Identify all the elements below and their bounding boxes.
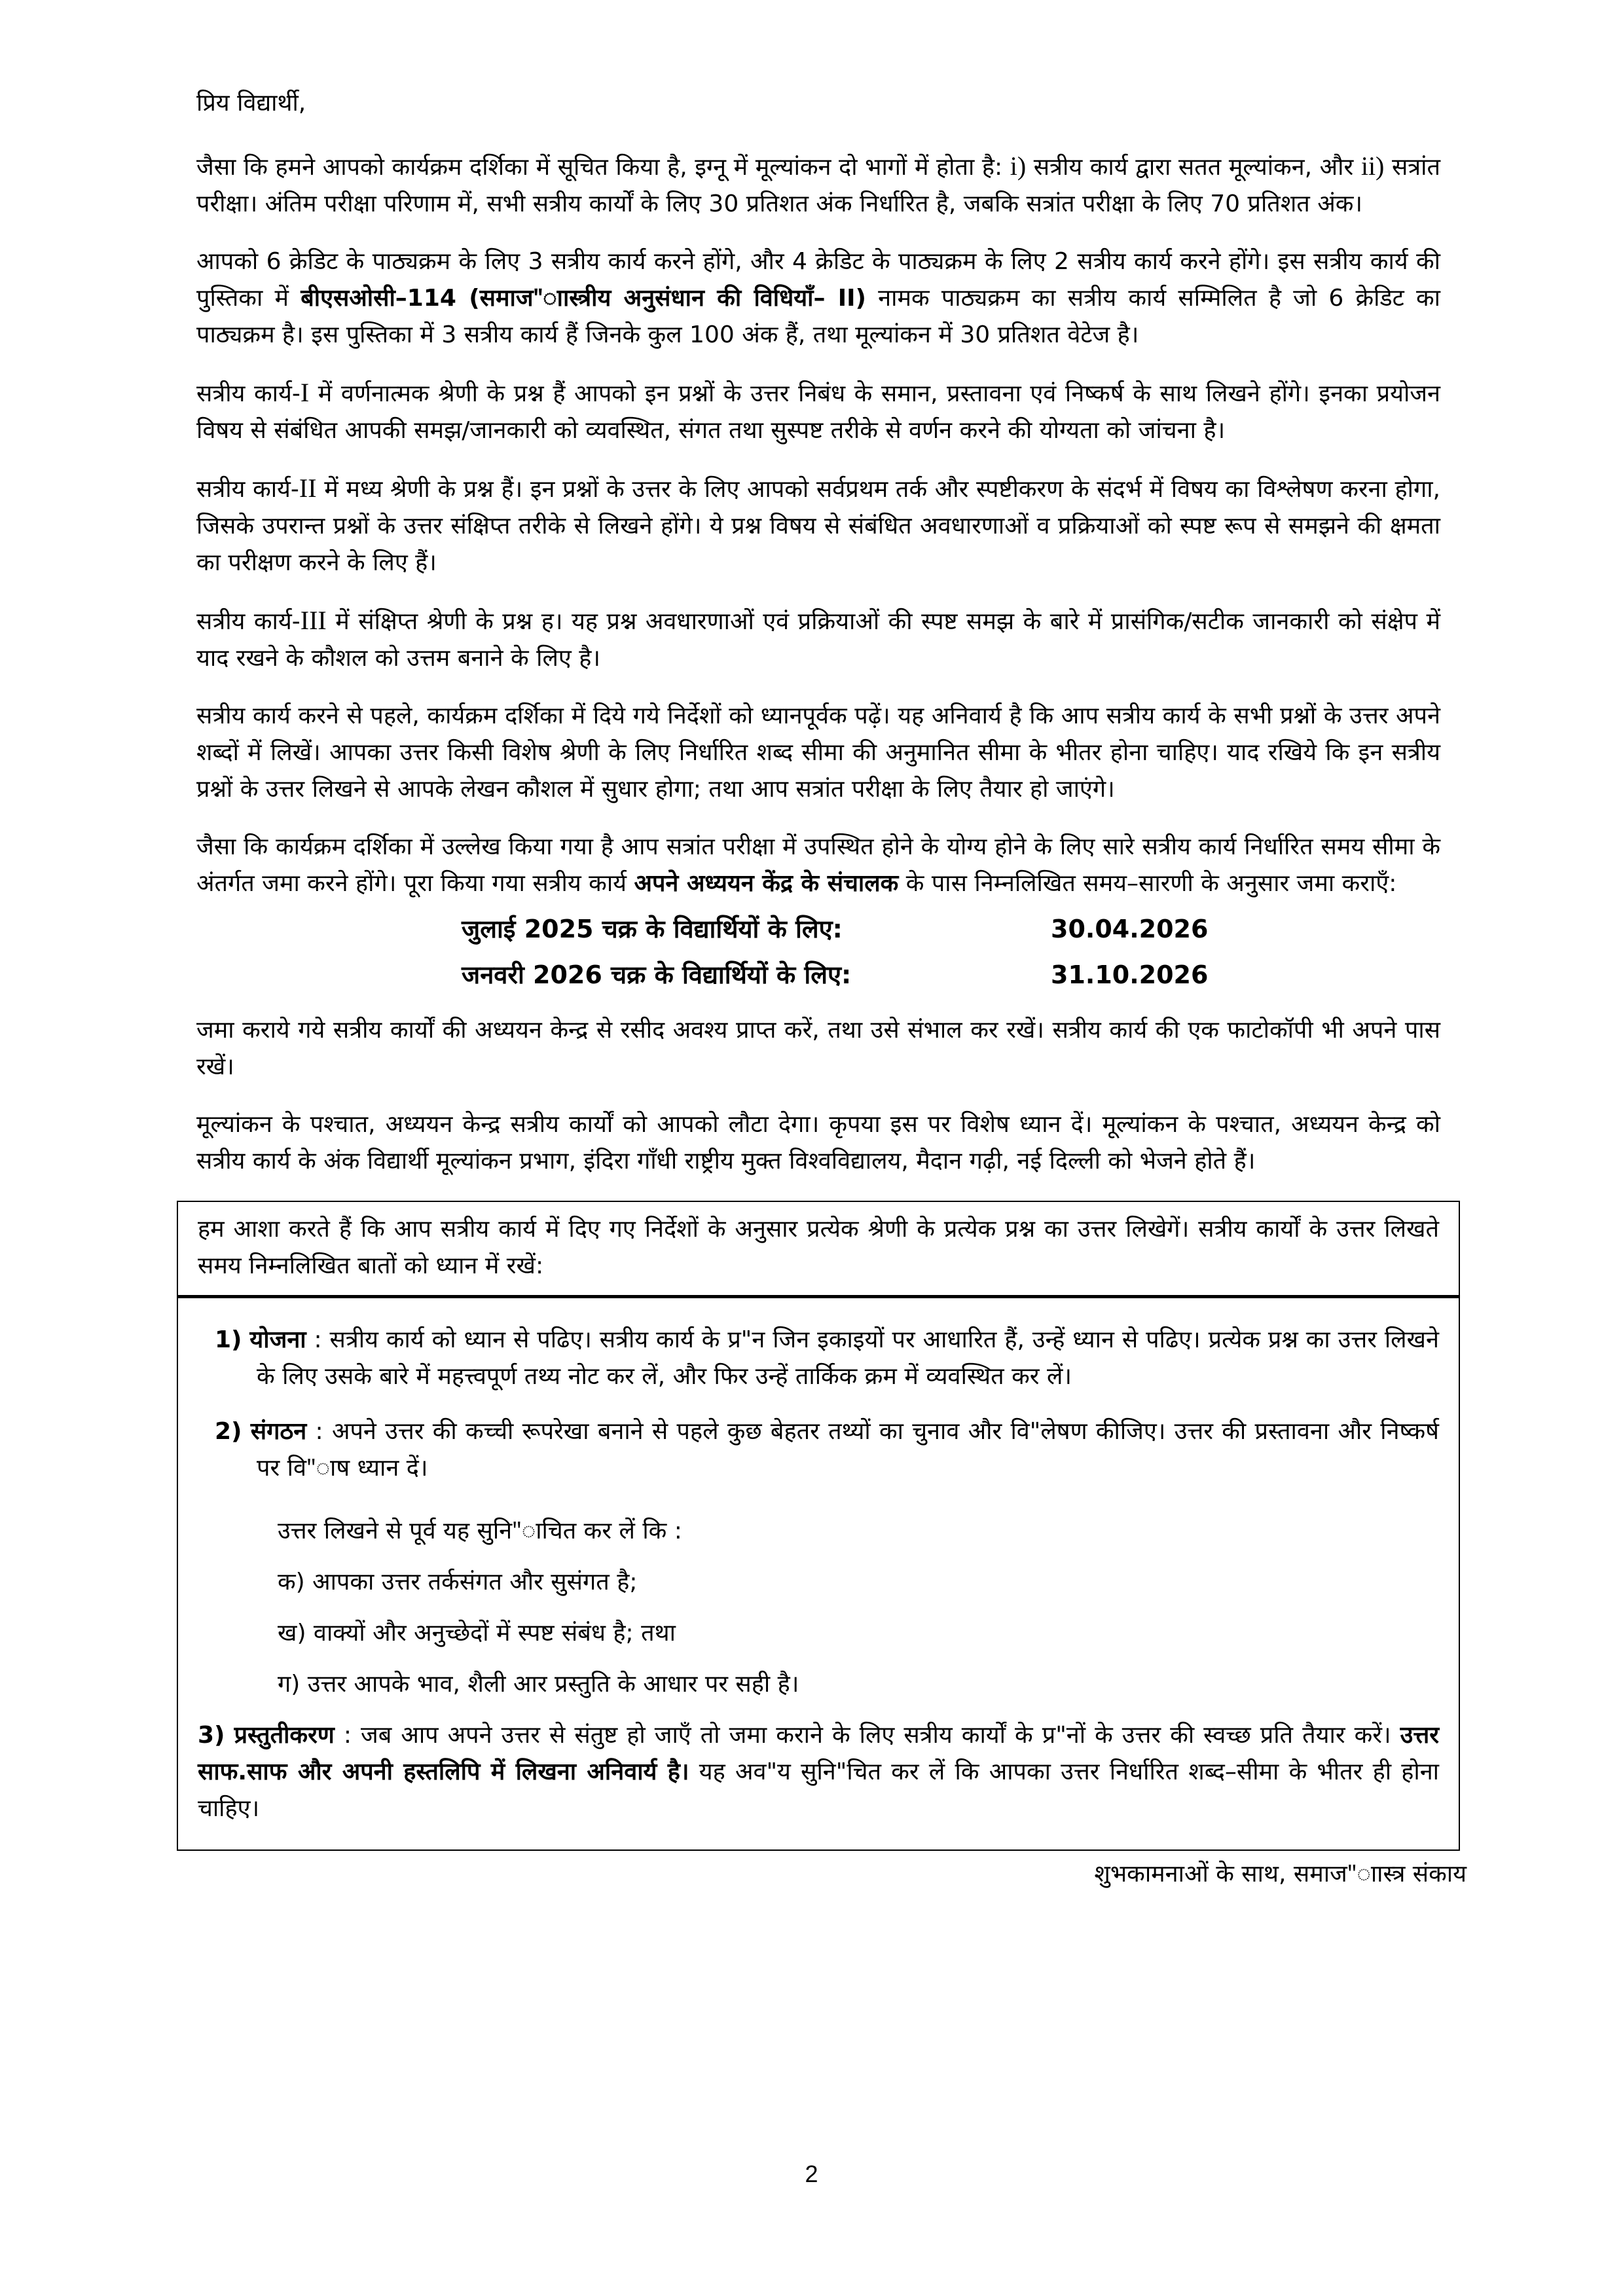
roman-numeral: II <box>299 473 317 503</box>
deadline-label: जुलाई 2025 चक्र के विद्यार्थियों के लिए: <box>462 915 843 943</box>
item-number: 3) <box>198 1722 225 1749</box>
text: नामक पाठ्यक्रम का सत्रीय कार्य सम्मिलित है जो 6 क्रेडिट का पाठ्यक्रम है। इस पुस्तिका में 3 सत्रीय कार्य हैं जिनके कुल 100 अंक हैं, तथा मूल्यांकन में 30 प्रतिशत वेटेज है। <box>196 285 1440 348</box>
item-text: : सत्रीय कार्य को ध्यान से पढिए। सत्रीय कार्य के प्र"न जिन इकाइयों पर आधारित हैं, उन्हें ध्यान से पढिए। प्रत्येक प्रश्न का उत्तर लिखने के लिए उसके बारे में महत्त्वपूर्ण तथ्य नोट कर लें, और फिर उन्हें तार्किक क्रम में व्यवस्थित कर लें। <box>257 1326 1439 1390</box>
text: सत्रीय कार्य- <box>196 476 299 503</box>
paragraph-submission <box>196 829 1440 902</box>
text: में मध्य श्रेणी के प्रश्न हैं। इन प्रश्नों के उत्तर के लिए आपको सर्वप्रथम तर्क और स्पष्टीकरण के संदर्भ में विषय का विश्लेषण करना होगा, जिसके उपरान्त प्रश्नों के उत्तर संक्षिप्त तरीके से लिखने होंगे। ये प्रश्न विषय से संबंधित अवधारणाओं व प्रक्रियाओं को स्पष्ट रूप से समझने की क्षमता का परीक्षण करने के लिए हैं। <box>196 476 1440 576</box>
paragraph-assignments-count <box>196 244 1440 354</box>
text: सत्रीय कार्य द्वारा सतत मूल्यांकन, और <box>1026 154 1361 181</box>
guideline-planning <box>198 1322 1439 1395</box>
bold-text: अपने अध्ययन केंद्र के संचालक <box>634 870 899 897</box>
deadline-row <box>196 906 1440 952</box>
deadline-date: 30.04.2026 <box>1051 915 1209 943</box>
paragraph-evaluation <box>196 148 1440 223</box>
checklist-item: क) आपका उत्तर तर्कसंगत और सुसंगत है; <box>278 1569 638 1595</box>
text: जैसा कि हमने आपको कार्यक्रम दर्शिका में सूचित किया है, इग्नू में मूल्यांकन दो भागों में होता है: <box>196 154 1010 181</box>
deadline-table <box>196 906 1440 998</box>
checklist-intro: उत्तर लिखने से पूर्व यह सुनि"ाचित कर लें कि : <box>278 1518 682 1544</box>
text: में संक्षिप्त श्रेणी के प्रश्न ह। यह प्रश्न अवधारणाओं एवं प्रक्रियाओं की स्पष्ट समझ के बारे में प्रासंगिक/सटीक जानकारी को संक्षेप में याद रखने के कौशल को उत्तम बनाने के लिए है। <box>196 608 1440 672</box>
signoff: शुभकामनाओं के साथ, समाज"ाास्त्र संकाय <box>1094 1861 1467 1887</box>
guideline-presentation <box>198 1717 1439 1827</box>
deadline-date: 31.10.2026 <box>1051 960 1209 989</box>
paragraph-assignment-2 <box>196 470 1440 581</box>
paragraph-instructions: सत्रीय कार्य करने से पहले, कार्यक्रम दर्शिका में दिये गये निर्देशों को ध्यानपूर्वक पढ़ें। यह अनिवार्य है कि आप सत्रीय कार्य के सभी प्रश्नों के उत्तर अपने शब्दों में लिखें। आपका उत्तर किसी विशेष श्रेणी के लिए निर्धारित शब्द सीमा की अनुमानित सीमा के भीतर होना चाहिए। याद रखिये कि इन सत्रीय प्रश्नों के उत्तर लिखने से आपके लेखन कौशल में सुधार होगा; तथा आप सत्रांत परीक्षा के लिए तैयार हो जाएंगे। <box>196 702 1440 803</box>
paragraph-after-evaluation: मूल्यांकन के पश्चात, अध्ययन केन्द्र सत्रीय कार्यों को आपको लौटा देगा। कृपया इस पर विशेष ध्यान दें। मूल्यांकन के पश्चात, अध्ययन केन्द्र को सत्रीय कार्य के अंक विद्यार्थी मूल्यांकन प्रभाग, इंदिरा गाँधी राष्ट्रीय मुक्त विश्वविद्यालय, मैदान गढ़ी, नई दिल्ली को भेजने होते हैं। <box>196 1111 1440 1175</box>
text: आपको 6 क्रेडिट के पाठ्यक्रम के लिए 3 सत्रीय कार्य करने होंगे, और 4 क्रेडिट के पाठ्यक्रम के लिए 2 सत्रीय कार्य करने होंगे। इस सत्रीय कार्य की पुस्तिका में <box>196 248 1440 312</box>
text: के पास निम्नलिखित समय–सारणी के अनुसार जमा कराएँ: <box>898 870 1397 897</box>
item-text: यह अव"य सुनि"चित कर लें कि आपका उत्तर निर्धारित शब्द–सीमा के भीतर ही होना चाहिए। <box>198 1758 1439 1822</box>
item-number: 2) <box>215 1418 242 1445</box>
paragraph-assignment-1 <box>196 374 1440 449</box>
text: सत्रीय कार्य- <box>196 608 301 635</box>
item-number: 1) <box>215 1326 242 1353</box>
deadline-row <box>196 952 1440 998</box>
item-title: प्रस्तुतीकरण <box>234 1722 335 1749</box>
item-text: : अपने उत्तर की कच्ची रूपरेखा बनाने से पहले कुछ बेहतर तथ्यों का चुनाव और वि"लेषण कीजिए। उत्तर की प्रस्तावना और निष्कर्ष पर वि"ाष ध्यान दें। <box>257 1418 1439 1482</box>
guideline-organization <box>198 1413 1439 1487</box>
checklist <box>278 1513 1439 1703</box>
guidelines-box <box>177 1201 1460 1851</box>
paragraph-receipt: जमा कराये गये सत्रीय कार्यों की अध्ययन केन्द्र से रसीद अवश्य प्राप्त करें, तथा उसे संभाल कर रखें। सत्रीय कार्य की एक फाटोकॉपी भी अपने पास रखें। <box>196 1017 1440 1080</box>
deadline-label: जनवरी 2026 चक्र के विद्यार्थियों के लिए: <box>462 960 852 989</box>
text: सत्रीय कार्य- <box>196 380 301 407</box>
guidelines-body <box>178 1298 1459 1850</box>
paragraph-assignment-3 <box>196 602 1440 677</box>
text: में वर्णनात्मक श्रेणी के प्रश्न हैं आपको इन प्रश्नों के उत्तर निबंध के समान, प्रस्तावना एवं निष्कर्ष के साथ लिखने होंगे। इनका प्रयोजन विषय से संबंधित आपकी समझ/जानकारी को व्यवस्थित, संगत तथा सुस्पष्ट तरीके से वर्णन करने की योग्यता को जांचना है। <box>196 380 1440 444</box>
course-name: बीएसओसी–114 (समाज"ाास्त्रीय अनुसंधान की विधियाँ– II) <box>301 285 866 312</box>
roman-numeral: ii) <box>1360 151 1385 181</box>
bold-text: उत्तर साफ.साफ और अपनी हस्तलिपि में लिखना अनिवार्य है। <box>198 1722 1439 1785</box>
item-text: : जब आप अपने उत्तर से संतुष्ट हो जाएँ तो जमा कराने के लिए सत्रीय कार्यों के प्र"नों के उत्तर की स्वच्छ प्रति तैयार करें। <box>334 1722 1400 1749</box>
item-title: संगठन <box>250 1418 307 1445</box>
roman-numeral: III <box>300 606 327 635</box>
text: जैसा कि कार्यक्रम दर्शिका में उल्लेख किया गया है आप सत्रांत परीक्षा में उपस्थित होने के योग्य होने के लिए सारे सत्रीय कार्य निर्धारित समय सीमा के अंतर्गत जमा करने होंगे। पूरा किया गया सत्रीय कार्य <box>196 833 1440 897</box>
checklist-item: ग) उत्तर आपके भाव, शैली आर प्रस्तुति के आधार पर सही है। <box>278 1671 799 1698</box>
document-page <box>196 85 1467 1893</box>
guidelines-intro-text: हम आशा करते हैं कि आप सत्रीय कार्य में दिए गए निर्देशों के अनुसार प्रत्येक श्रेणी के प्रत्येक प्रश्न का उत्तर लिखेगें। सत्रीय कार्यों के उत्तर लिखते समय निम्नलिखित बातों को ध्यान में रखें: <box>198 1216 1439 1279</box>
item-title: योजना <box>249 1326 306 1353</box>
page-number: 2 <box>805 2160 818 2187</box>
roman-numeral: i) <box>1010 151 1027 181</box>
text: सत्रांत परीक्षा। अंतिम परीक्षा परिणाम में, सभी सत्रीय कार्यों के लिए 30 प्रतिशत अंक निर्धारित है, जबकि सत्रांत परीक्षा के लिए 70 प्रतिशत अंक। <box>196 154 1441 217</box>
checklist-item: ख) वाक्यों और अनुच्छेदों में स्पष्ट संबंध है; तथा <box>278 1620 676 1647</box>
guidelines-intro <box>178 1202 1459 1298</box>
greeting: प्रिय विद्यार्थी, <box>196 90 306 117</box>
roman-numeral: I <box>300 378 310 407</box>
